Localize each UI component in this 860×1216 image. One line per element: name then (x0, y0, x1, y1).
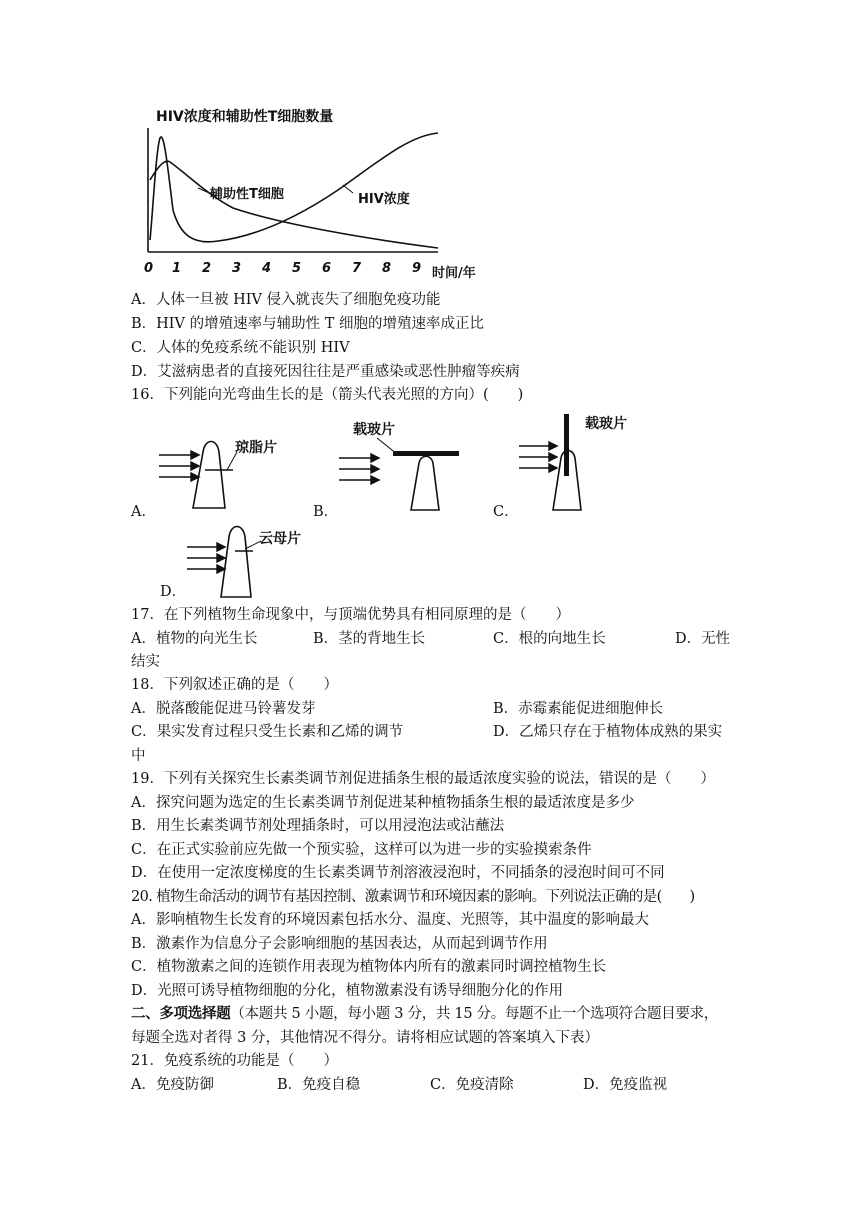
q16-figure-a (155, 430, 295, 515)
q20-option-a: A．影响植物生长发育的环境因素包括水分、温度、光照等，其中温度的影响最大 (131, 912, 649, 928)
q18-option-b: B．赤霉素能促进细胞伸长 (493, 701, 664, 717)
q17-stem: 17．在下列植物生命现象中，与顶端优势具有相同原理的是（ ） (131, 607, 570, 623)
q16-stem: 16．下列能向光弯曲生长的是（箭头代表光照的方向）( ) (131, 387, 524, 403)
q18-stem: 18．下列叙述正确的是（ ） (131, 677, 338, 693)
q16-figure-d (183, 515, 323, 600)
q21-option-d: D．免疫监视 (583, 1077, 668, 1093)
x-tick-label: 3 (232, 261, 242, 276)
q19-option-b: B．用生长素类调节剂处理插条时，可以用浸泡法或沾蘸法 (131, 818, 505, 834)
x-tick-label: 6 (322, 261, 332, 276)
q21-option-c: C．免疫清除 (430, 1077, 514, 1093)
q20-stem: 20. 植物生命活动的调节有基因控制、激素调节和环境因素的影响。下列说法正确的是( ) (131, 889, 695, 905)
q16-label-c: C． (493, 504, 519, 520)
x-tick-label: 7 (352, 261, 362, 276)
q16-b-piece-label: 载玻片 (353, 422, 395, 438)
hiv-t-cell-chart (138, 100, 483, 290)
q17-option-d-cont: 结实 (131, 654, 160, 670)
section2-desc1: （本题共 5 小题，每小题 3 分，共 15 分。每题不止一个选项符合题目要求， (230, 1006, 718, 1022)
q21-option-a: A．免疫防御 (131, 1077, 214, 1093)
q18-option-d: D．乙烯只存在于植物体成熟的果实 (493, 724, 723, 740)
x-tick-label: 9 (412, 261, 422, 276)
t-cell-label: 辅助性T细胞 (210, 187, 284, 202)
q15-option-b: B．HIV 的增殖速率与辅助性 T 细胞的增殖速率成正比 (131, 316, 484, 332)
q15-option-c: C．人体的免疫系统不能识别 HIV (131, 340, 350, 356)
q21-option-b: B．免疫自稳 (277, 1077, 361, 1093)
q18-option-c: C．果实发育过程只受生长素和乙烯的调节 (131, 724, 404, 740)
q15-option-a: A．人体一旦被 HIV 侵入就丧失了细胞免疫功能 (131, 292, 441, 308)
q16-label-b: B． (313, 504, 339, 520)
section2-header (131, 1004, 718, 1024)
section2-heading: 二、多项选择题 (131, 1005, 231, 1022)
q16-figure-c (515, 410, 665, 513)
q19-option-d: D．在使用一定浓度梯度的生长素类调节剂溶液浸泡时，不同插条的浸泡时间可不同 (131, 865, 665, 881)
x-tick-labels (144, 261, 421, 276)
section2-desc2: 每题全选对者得 3 分，其他情况不得分。请将相应试题的答案填入下表） (131, 1030, 599, 1046)
q19-option-c: C．在正式实验前应先做一个预实验，这样可以为进一步的实验摸索条件 (131, 842, 592, 858)
q16-label-d: D． (160, 584, 187, 600)
q16-figure-b (335, 418, 475, 513)
q20-option-d: D．光照可诱导植物细胞的分化，植物激素没有诱导细胞分化的作用 (131, 983, 564, 999)
q17-option-b: B．茎的背地生长 (313, 631, 426, 647)
q17-option-a: A．植物的向光生长 (131, 631, 258, 647)
x-tick-label: 8 (382, 261, 392, 276)
q17-option-c: C．根的向地生长 (493, 631, 606, 647)
q16-label-a: A． (131, 504, 156, 520)
chart-title: HIV浓度和辅助性T细胞数量 (156, 109, 334, 125)
q21-stem: 21．免疫系统的功能是（ ） (131, 1053, 338, 1069)
q20-option-b: B．激素作为信息分子会影响细胞的基因表达，从而起到调节作用 (131, 936, 548, 952)
q19-stem: 19．下列有关探究生长素类调节剂促进插条生根的最适浓度实验的说法，错误的是（ ） (131, 771, 715, 787)
q18-option-a: A．脱落酸能促进马铃薯发芽 (131, 701, 316, 717)
hiv-pointer (343, 185, 353, 193)
x-tick-label: 2 (202, 261, 212, 276)
x-axis-label: 时间/年 (432, 266, 476, 281)
q16-d-piece-label: 云母片 (259, 531, 301, 547)
x-tick-label: 4 (262, 261, 272, 276)
x-tick-label: 0 (144, 261, 154, 276)
q16-a-piece-label: 琼脂片 (235, 440, 277, 456)
hiv-curve (150, 133, 438, 242)
q20-option-c: C．植物激素之间的连锁作用表现为植物体内所有的激素同时调控植物生长 (131, 959, 607, 975)
x-tick-label: 5 (292, 261, 302, 276)
q15-option-d: D．艾滋病患者的直接死因往往是严重感染或恶性肿瘤等疾病 (131, 364, 520, 380)
q18-option-d-cont: 中 (131, 748, 146, 764)
q16-c-piece-label: 载玻片 (585, 416, 627, 432)
q17-option-d: D．无性 (675, 631, 731, 647)
x-tick-label: 1 (172, 261, 182, 276)
hiv-label: HIV浓度 (358, 192, 410, 207)
q19-option-a: A．探究问题为选定的生长素类调节剂促进某种植物插条生根的最适浓度是多少 (131, 795, 635, 811)
